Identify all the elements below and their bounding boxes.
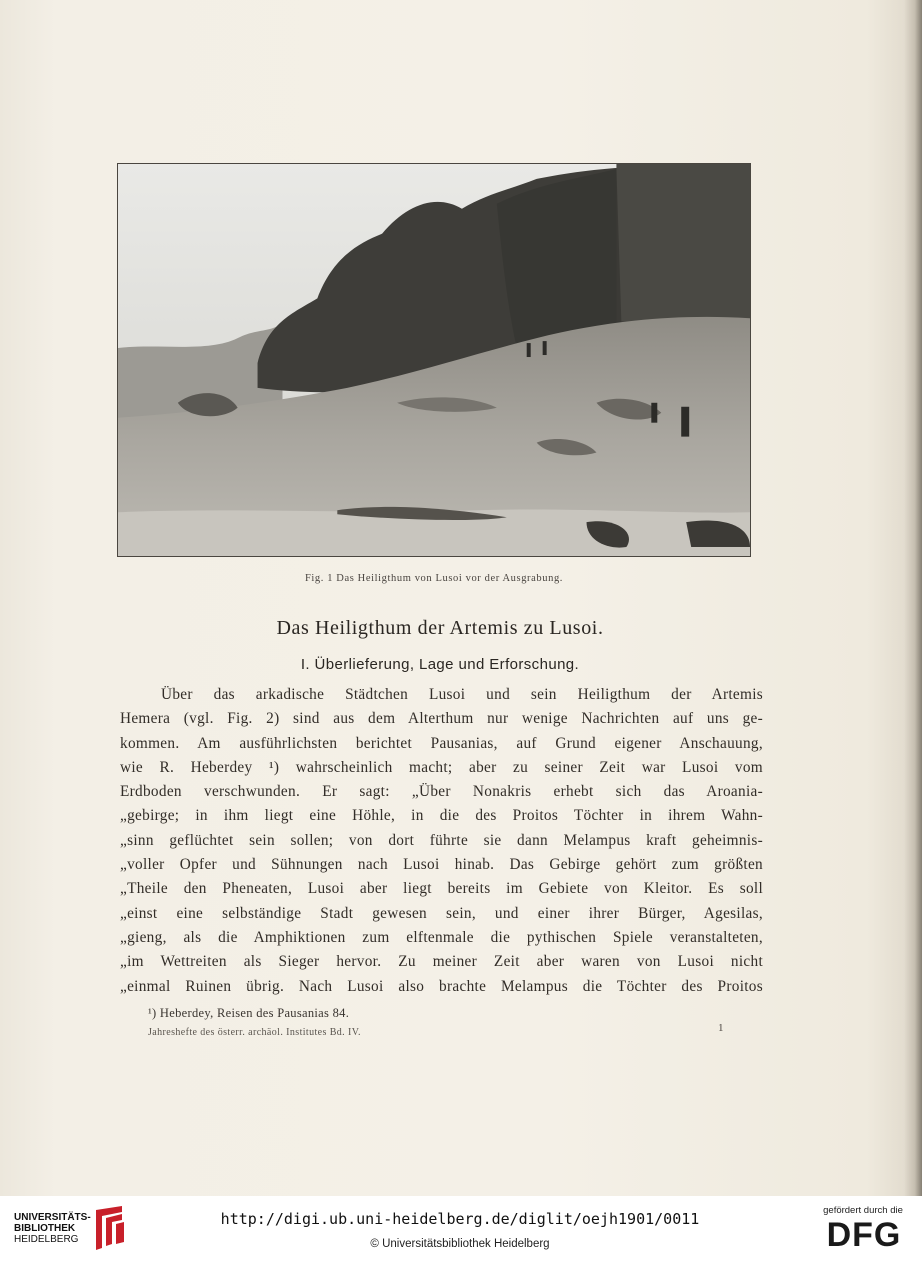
body-line: „einst eine selbständige Stadt gewesen sein, und einer ihrer Bürger, Agesilas, xyxy=(120,904,763,922)
body-line: „gieng, als die Amphiktionen zum elftenmale die pythischen Spiele veranstalteten, xyxy=(120,928,763,946)
section-heading: I. Überlieferung, Lage und Erforschung. xyxy=(300,656,580,673)
landscape-photo-icon xyxy=(118,164,750,556)
library-line-2: BIBLIOTHEK xyxy=(14,1223,76,1234)
figure-photo xyxy=(117,163,751,557)
library-logo-icon[interactable] xyxy=(92,1204,128,1254)
library-logo-text[interactable] xyxy=(14,1212,91,1245)
footer-bar xyxy=(0,1196,922,1262)
journal-line: Jahreshefte des österr. archäol. Institutes Bd. IV. xyxy=(148,1027,361,1038)
body-line: Hemera (vgl. Fig. 2) sind aus dem Alterthum nur wenige Nachrichten auf uns ge- xyxy=(120,710,763,728)
article-title: Das Heiligthum der Artemis zu Lusoi. xyxy=(276,617,604,639)
body-line: kommen. Am ausführlichsten berichtet Pausanias, auf Grund eigener Anschauung, xyxy=(120,734,763,752)
body-line: „einmal Ruinen übrig. Nach Lusoi also brachte Melampus die Töchter des Proitos xyxy=(120,977,763,995)
body-line: Über das arkadische Städtchen Lusoi und sein Heiligthum der Artemis xyxy=(161,686,763,703)
body-line: „gebirge; in ihm liegt eine Höhle, in die des Proitos Töchter in ihrem Wahn- xyxy=(120,807,763,825)
library-line-1: UNIVERSITÄTS- xyxy=(14,1212,91,1223)
body-line: „sinn geflüchtet sein sollen; von dort führte sie dann Melampus kraft geheimnis- xyxy=(120,831,763,849)
copyright-notice: © Universitätsbibliothek Heidelberg xyxy=(370,1238,550,1250)
dfg-logo[interactable]: DFG xyxy=(826,1216,902,1254)
permalink-url[interactable]: http://digi.ub.uni-heidelberg.de/diglit/oejh1901/0011 xyxy=(220,1210,700,1228)
body-line: Erdboden verschwunden. Er sagt: „Über Nonakris erhebt sich das Aroania- xyxy=(120,783,763,801)
figure-caption: Fig. 1 Das Heiligthum von Lusoi vor der Ausgrabung. xyxy=(304,573,564,584)
body-line: „Theile den Pheneaten, Lusoi aber liegt bereits im Gebiete von Kleitor. Es soll xyxy=(120,880,763,898)
body-line: „im Wettreiten als Sieger hervor. Zu meiner Zeit aber waren von Lusoi nicht xyxy=(120,953,763,971)
body-line: wie R. Heberdey ¹) wahrscheinlich macht; aber zu seiner Zeit war Lusoi vom xyxy=(120,758,763,776)
body-text xyxy=(120,683,763,999)
page-edge-shadow xyxy=(904,0,922,1196)
footnote: ¹) Heberdey, Reisen des Pausanias 84. xyxy=(148,1006,350,1020)
body-line: „voller Opfer und Sühnungen nach Lusoi hinab. Das Gebirge gehört zum größten xyxy=(120,856,763,874)
funding-text: gefördert durch die xyxy=(823,1205,903,1216)
signature-mark: 1 xyxy=(718,1022,724,1034)
library-line-3: HEIDELBERG xyxy=(14,1234,79,1245)
